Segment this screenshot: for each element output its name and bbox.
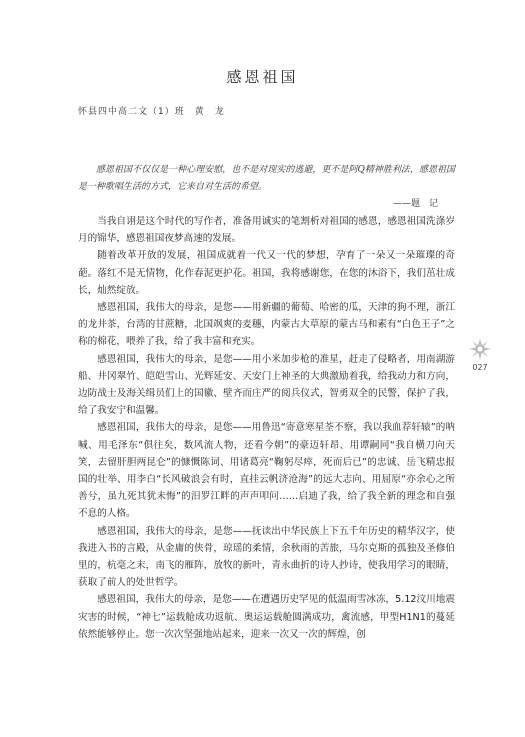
article-body xyxy=(78,213,455,643)
page-number: 027 xyxy=(472,363,488,372)
sunburst-ornament-icon xyxy=(469,338,491,360)
article-title: 感恩祖国 xyxy=(226,68,299,86)
paragraph: 感恩祖国，我伟大的母亲，是您——抚读出中华民族上下五千年历史的精华汉字，使我进入书的言殿，从金庸的侠骨，琼瑶的柔情，余秋雨的苦旅，马尔克斯的孤独及圣修伯里的，杭毫之末，南飞的雁阵，放牧的新叶，青永曲折的诗人抄诗，使我用学习的眼睛，获取了前人的处世哲学。 xyxy=(78,525,455,589)
paragraph: 感恩祖国，我伟大的母亲，是您——在遭遇历史罕见的低温雨雪冰冻，5.12汶川地震灾害的时候，“神七”运载舱成功返航、奥运运载舱圆满成功，禽流感，甲型H1N1的蔓延依然能够停止。您一次次坚强地站起来，迎来一次又一次的辉煌，创 xyxy=(78,594,455,640)
paragraph: 感恩祖国，我伟大的母亲，是您——用新疆的葡萄、哈密的瓜，天津的狗不理，浙江的龙井茶，台湾的甘蔗糖，北国飒爽的麦穗，内蒙古大草原的蒙古马和素有“白色王子”之称的棉花，喂养了我，给了我丰富和充实。 xyxy=(78,302,455,348)
paragraph: 随着改革开放的发展，祖国成就着一代又一代的梦想，孕育了一朵又一朵璀璨的奇葩。落红不是无情物，化作春泥更护花。祖国，我将感谢您，在您的沐浴下，我们茁壮成长，灿然绽放。 xyxy=(78,250,455,296)
paragraph: 当我自诩是这个时代的写作者，准备用诚实的笔割析对祖国的感恩，感恩祖国洗涤岁月的锦华，感恩祖国夜梦高速的发展。 xyxy=(78,216,455,245)
paragraph: 感恩祖国，我伟大的母亲，是您——用小米加步枪的准星，赶走了侵略者，用南湖游船、井冈翠竹、皑皑雪山、光辉延安、天安门上神圣的大典激励着我，给我动力和方向，边防战士及海关缉员们上的国徽、壁齐而庄严的阅兵仪式，智勇双全的民警，保护了我，给了我安宁和温馨。 xyxy=(78,353,455,417)
page-marker xyxy=(468,338,492,372)
paragraph: 感恩祖国，我伟大的母亲，是您——用鲁迅“寄意寒星荃不察，我以我血荐轩辕”的呐喊、用毛泽东“俱往矣，数风流人物，还看今朝”的豪迈轩昂、用谭嗣同“我自横刀向天笑，去留肝胆两昆仑”的慷慨陈词、用诸葛亮“鞠躬尽瘁，死而后已”的忠诚、岳飞精忠报国的壮举、用李白“长风破浪会有时，直挂云帆济沧海”的远大志向、用屈原“亦余心之所善兮，虽九死其犹未悔”的汨罗江畔的声声叩问……启迪了我，给了我全新的理念和自强不息的人格。 xyxy=(78,422,455,520)
article-byline: 怀县四中高二文（1）班 黄 龙 xyxy=(78,107,225,117)
epigraph: 感恩祖国不仅仅是一种心理安慰，也不是对现实的逃避，更不是阿Q精神胜利法，感恩祖国是一种歌唱生活的方式，它来自对生活的希望。 xyxy=(78,165,455,192)
epigraph-source: ——题 记 xyxy=(392,199,438,209)
